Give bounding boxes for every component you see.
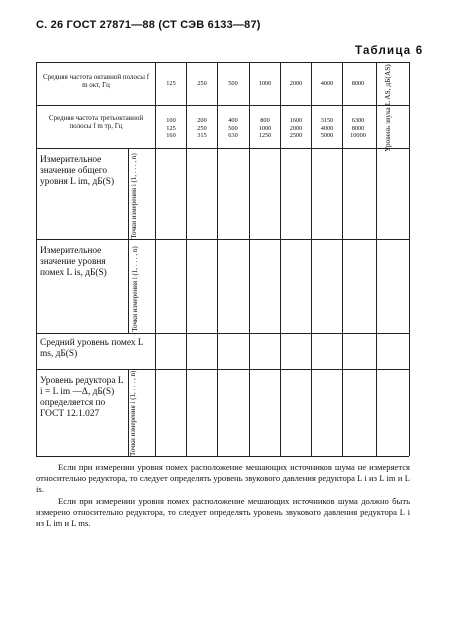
row-label-mean-interference: Средний уровень помех L ms, дБ(S) (40, 338, 144, 359)
octave-frequency-value: 500 (228, 80, 238, 87)
octave-frequency-value: 2000 (289, 80, 303, 87)
third-octave-frequency-value: 400 (228, 117, 238, 124)
third-octave-frequency-value: 315 (197, 132, 207, 140)
row-label-interference-level: Измерительное значение уровня помех L is, дБ(S) (40, 246, 107, 278)
third-octave-frequency-group (343, 117, 373, 140)
third-octave-frequency-group (187, 117, 217, 140)
measurement-points-label: Точки измерения i (1, . . . , n) (131, 246, 139, 332)
third-octave-frequency-value: 2500 (289, 132, 303, 140)
third-octave-frequency-group (312, 117, 342, 140)
page-header: С. 26 ГОСТ 27871—88 (СТ СЭВ 6133—87) (36, 19, 261, 31)
third-octave-frequency-group (218, 117, 248, 140)
third-octave-frequency-value: 1250 (258, 132, 272, 140)
row-label-total-level: Измерительное значение общего уровня L im, дБ(S) (40, 155, 115, 187)
measurement-points-label: Точки измерения i (1, . . . , n) (130, 153, 138, 239)
octave-frequency-value: 250 (197, 80, 207, 87)
third-octave-frequency-value: 200 (197, 117, 207, 124)
third-octave-frequency-value: 8000 (351, 124, 365, 132)
third-octave-frequency-value: 1600 (289, 117, 303, 124)
third-octave-frequency-value: 500 (228, 124, 238, 132)
third-octave-frequency-value: 250 (197, 124, 207, 132)
octave-frequency-value: 4000 (320, 80, 334, 87)
sound-level-header: Уровень звука L AS, дБ(AS) (383, 64, 392, 152)
octave-frequency-value: 1000 (258, 80, 272, 87)
paragraph-1: Если при измерении уровня помех расположение мешающих источников шума не измеряется относительно редуктора, то следует определять уровень звукового давления редуктора L i из L im и L is. (36, 462, 410, 495)
third-octave-frequency-value: 1000 (258, 124, 272, 132)
third-octave-frequency-value: 100 (166, 117, 176, 124)
third-octave-frequency-value: 3150 (320, 117, 334, 124)
third-octave-frequency-value: 5000 (320, 132, 334, 140)
paragraph-2: Если при измерении уровня помех расположение мешающих источников шума должно быть измерено относительно редуктора, то следует определять уровень звукового давления редуктора L i из L im и L ms. (36, 496, 410, 529)
third-octave-frequency-value: 6300 (351, 117, 365, 124)
third-octave-frequency-header: Средняя частота третьоктавной полосы f m тр, Гц (48, 114, 144, 130)
measurement-points-label: Точки измерения i (1, . . . , n) (129, 370, 137, 456)
third-octave-frequency-value: 800 (260, 117, 270, 124)
table-title: Таблица 6 (355, 45, 424, 57)
octave-frequency-value: 8000 (351, 80, 365, 87)
row-label-reducer-level: Уровень редуктора L i = L im —Δ, дБ(S) определяется по ГОСТ 12.1.027 (40, 376, 124, 419)
third-octave-frequency-value: 125 (166, 124, 176, 132)
third-octave-frequency-group (156, 117, 186, 140)
third-octave-frequency-value: 4000 (320, 124, 334, 132)
third-octave-frequency-group (250, 117, 280, 140)
third-octave-frequency-value: 630 (228, 132, 238, 140)
octave-frequency-value: 125 (166, 80, 176, 87)
third-octave-frequency-value: 160 (166, 132, 176, 140)
third-octave-frequency-value: 2000 (289, 124, 303, 132)
third-octave-frequency-group (281, 117, 311, 140)
third-octave-frequency-value: 10000 (350, 132, 366, 140)
octave-frequency-header: Средняя частота октавной полосы f m окт, Гц (42, 73, 150, 89)
